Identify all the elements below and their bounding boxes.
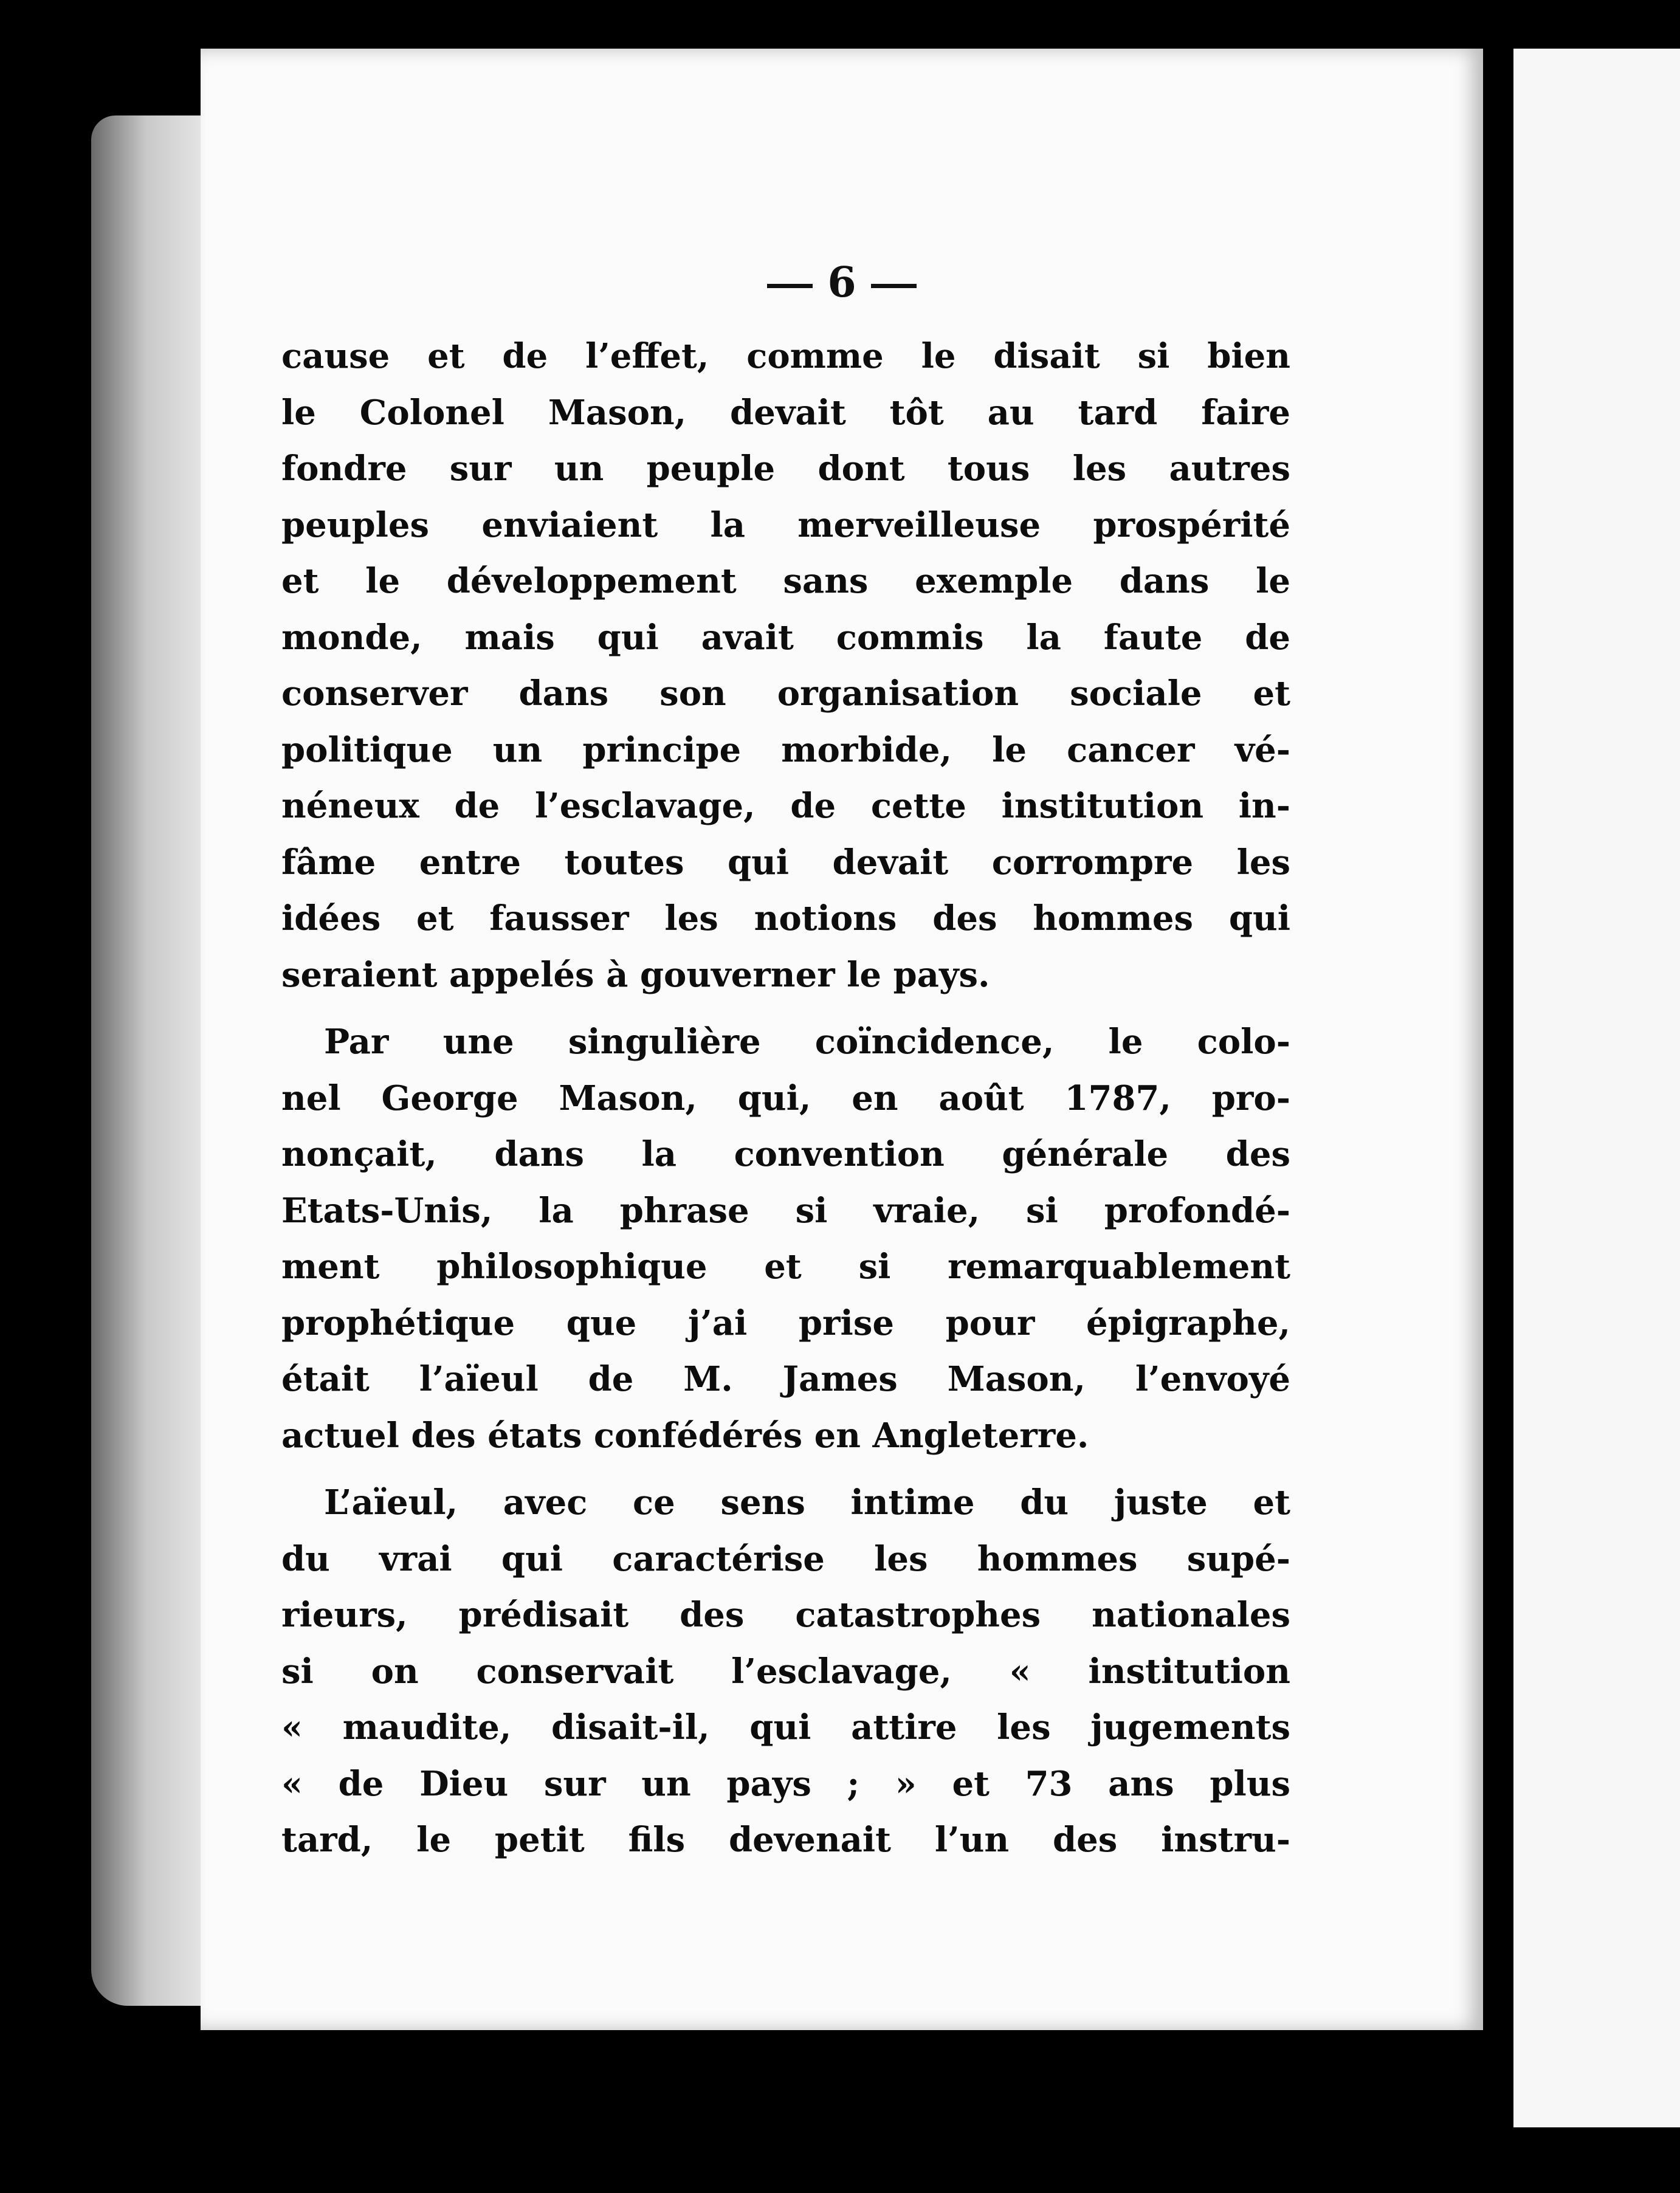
text-line: « de Dieu sur un pays ; » et 73 ans plus xyxy=(281,1763,1290,1804)
text-line: était l’aïeul de M. James Mason, l’envoyé xyxy=(281,1359,1290,1399)
text-line: peuples enviaient la merveilleuse prospérité xyxy=(281,504,1290,545)
paragraph-gap xyxy=(281,1003,1290,1014)
text-line: Par une singulière coïncidence, le colo- xyxy=(324,1022,1290,1062)
paragraph-gap xyxy=(281,1464,1290,1475)
dash-left xyxy=(767,284,813,288)
page-number-value: 6 xyxy=(827,258,856,307)
text-line: seraient appelés à gouverner le pays. xyxy=(281,954,990,995)
text-line: Etats-Unis, la phrase si vraie, si profondé- xyxy=(281,1190,1290,1231)
text-line: conserver dans son organisation sociale et xyxy=(281,673,1290,714)
next-page-edge xyxy=(1513,49,1680,2127)
text-line: fâme entre toutes qui devait corrompre les xyxy=(281,842,1290,883)
dash-right xyxy=(871,284,917,288)
text-line: ment philosophique et si remarquablement xyxy=(281,1247,1290,1287)
text-line: L’aïeul, avec ce sens intime du juste et xyxy=(324,1482,1290,1523)
page-number xyxy=(201,258,1483,307)
text-line: monde, mais qui avait commis la faute de xyxy=(281,617,1290,658)
text-line: nel George Mason, qui, en août 1787, pro- xyxy=(281,1078,1290,1118)
paragraph-1 xyxy=(281,328,1290,1003)
text-line: politique un principe morbide, le cancer vé- xyxy=(281,729,1290,770)
text-line: prophétique que j’ai prise pour épigraphe, xyxy=(281,1303,1290,1343)
text-line: si on conservait l’esclavage, « institution xyxy=(281,1651,1290,1692)
text-line: rieurs, prédisait des catastrophes nationales xyxy=(281,1595,1290,1635)
text-line: actuel des états confédérés en Angleterre. xyxy=(281,1415,1089,1456)
text-line: néneux de l’esclavage, de cette institution in- xyxy=(281,786,1290,826)
text-line: tard, le petit fils devenait l’un des instru- xyxy=(281,1820,1290,1860)
paragraph-2 xyxy=(281,1014,1290,1464)
text-line: « maudite, disait-il, qui attire les jugements xyxy=(281,1707,1290,1747)
text-line: et le développement sans exemple dans le xyxy=(281,561,1290,601)
text-line: le Colonel Mason, devait tôt au tard faire xyxy=(281,392,1290,433)
text-line: fondre sur un peuple dont tous les autres xyxy=(281,449,1290,489)
text-line: cause et de l’effet, comme le disait si bien xyxy=(281,336,1290,376)
paragraph-3 xyxy=(281,1475,1290,1868)
text-line: idées et fausser les notions des hommes qui xyxy=(281,898,1290,938)
text-line: nonçait, dans la convention générale des xyxy=(281,1134,1290,1174)
body-text xyxy=(281,328,1290,1868)
text-line: du vrai qui caractérise les hommes supé- xyxy=(281,1538,1290,1579)
